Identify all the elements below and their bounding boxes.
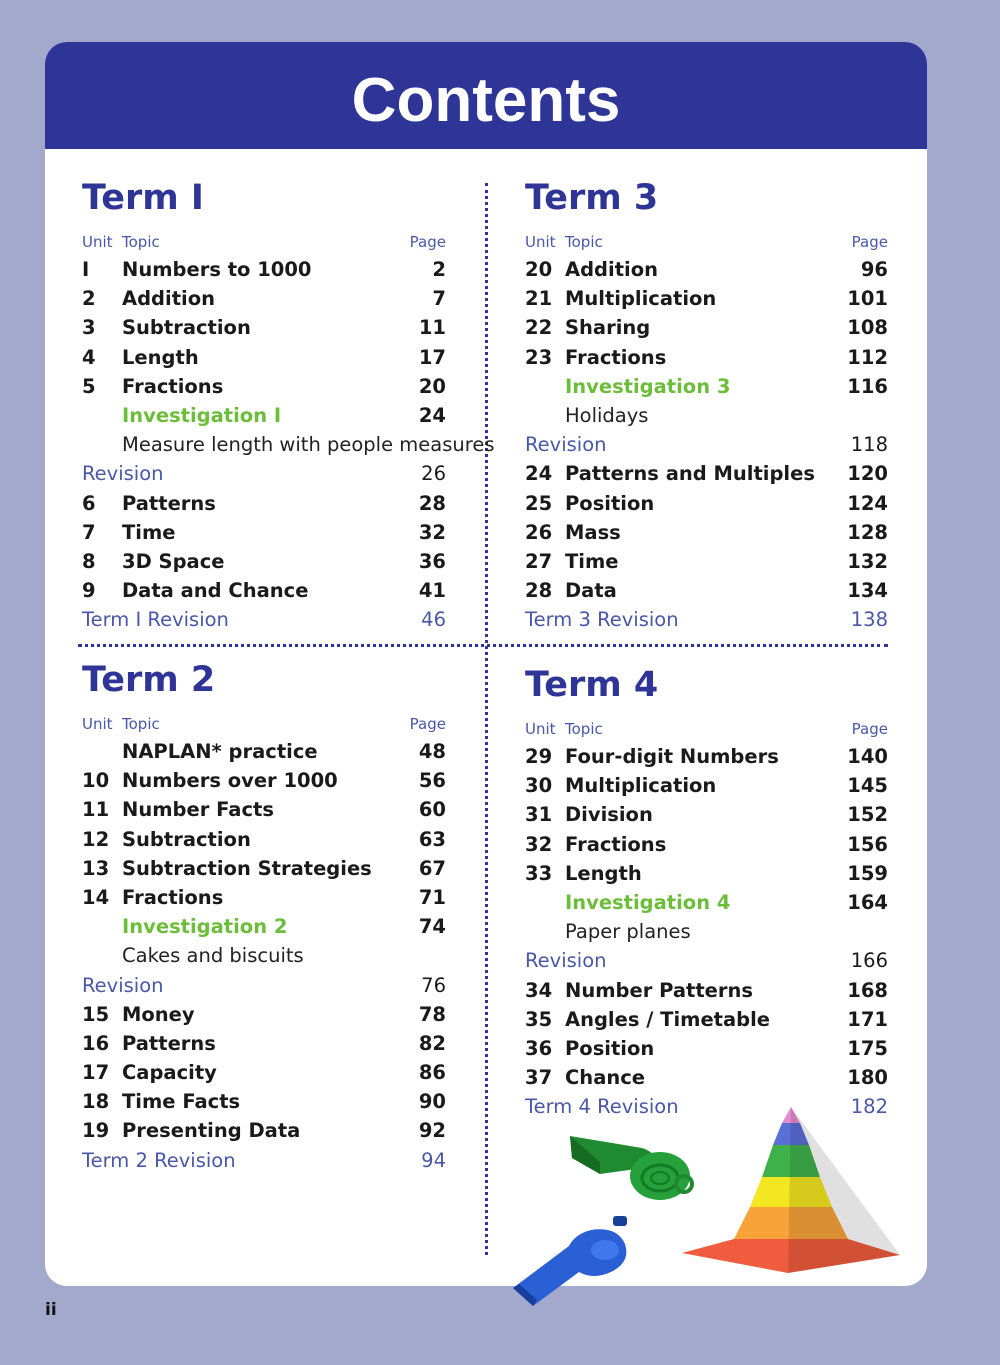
page-ref: 20	[418, 374, 446, 398]
page-header: Page	[409, 233, 446, 251]
column-headers	[82, 715, 446, 737]
page-ref: 56	[418, 769, 446, 793]
unit-number: 9	[82, 579, 96, 603]
unit-number: 21	[525, 287, 553, 311]
page-ref: 63	[418, 827, 446, 851]
unit-number: 4	[82, 345, 96, 369]
toc-row[interactable]	[82, 547, 446, 576]
term-title: Term 4	[525, 665, 659, 705]
unit-number: 6	[82, 491, 96, 515]
unit-number: 8	[82, 549, 96, 573]
topic-header: Topic	[565, 233, 603, 251]
topic-title: Cakes and biscuits	[122, 944, 304, 968]
toc-row[interactable]	[82, 1087, 446, 1116]
unit-number: 15	[82, 1002, 110, 1026]
unit-number: 33	[525, 861, 553, 885]
unit-number: 10	[82, 769, 110, 793]
toc-row[interactable]	[82, 1029, 446, 1058]
page-ref: 118	[850, 433, 888, 457]
column-headers	[525, 720, 888, 742]
toc-row[interactable]	[525, 917, 888, 946]
topic-title: Investigation 4	[565, 890, 731, 914]
unit-number: 26	[525, 520, 553, 544]
column-headers	[82, 233, 446, 255]
topic-title: Number Patterns	[565, 978, 754, 1002]
page-ref: 74	[418, 915, 446, 939]
toc-row[interactable]	[525, 284, 888, 313]
column-headers	[525, 233, 888, 255]
page-ref: 159	[847, 861, 888, 885]
page-ref: 26	[421, 462, 446, 486]
page-ref: 24	[418, 403, 446, 427]
toc-row[interactable]	[82, 518, 446, 547]
page-ref: 94	[421, 1148, 446, 1172]
page-ref: 156	[847, 832, 888, 856]
unit-header: Unit	[525, 720, 556, 738]
topic-title: Holidays	[565, 403, 649, 427]
topic-title: Revision	[82, 973, 164, 997]
term-title: Term I	[82, 178, 204, 218]
topic-title: Fractions	[565, 832, 667, 856]
page-ref: 134	[847, 579, 888, 603]
page-ref: 90	[418, 1090, 446, 1114]
toc-row[interactable]	[525, 946, 888, 975]
topic-title: Data	[565, 579, 617, 603]
page-ref: 96	[860, 258, 888, 281]
unit-number: 37	[525, 1066, 553, 1090]
page-ref: 2	[432, 258, 446, 281]
topic-title: Mass	[565, 520, 621, 544]
toc-row[interactable]	[82, 372, 446, 401]
page-ref: 7	[432, 287, 446, 311]
toc-row[interactable]	[525, 859, 888, 888]
toc-row[interactable]	[525, 742, 888, 771]
topic-title: Fractions	[122, 885, 224, 909]
topic-header: Topic	[565, 720, 603, 738]
unit-number: 16	[82, 1031, 110, 1055]
unit-header: Unit	[82, 233, 113, 251]
toc-row[interactable]	[525, 518, 888, 547]
toc-row[interactable]	[525, 401, 888, 430]
topic-title: Chance	[565, 1066, 646, 1090]
page-ref: 101	[847, 287, 888, 311]
term-1-section	[82, 178, 495, 634]
page-ref: 32	[418, 520, 446, 544]
toc-row[interactable]	[82, 795, 446, 824]
title-banner	[45, 42, 927, 149]
page-ref: 116	[847, 374, 888, 398]
unit-number: 25	[525, 491, 553, 515]
toc-row[interactable]	[525, 430, 888, 459]
topic-title: Investigation 3	[565, 374, 731, 398]
topic-title: Four-digit Numbers	[565, 745, 779, 768]
topic-title: Measure length with people measures	[122, 433, 495, 457]
toc-row[interactable]	[82, 489, 446, 518]
unit-number: 31	[525, 803, 553, 827]
topic-title: Term 2 Revision	[82, 1148, 236, 1172]
page-ref: 17	[418, 345, 446, 369]
toc-row[interactable]	[525, 771, 888, 800]
page-ref: 152	[847, 803, 888, 827]
toc-row[interactable]	[82, 971, 446, 1000]
unit-number: 32	[525, 832, 553, 856]
toc-row[interactable]	[82, 284, 446, 313]
topic-title: Position	[565, 491, 655, 515]
unit-number: I	[82, 258, 90, 281]
page-ref: 138	[850, 608, 888, 632]
topic-title: Revision	[525, 949, 607, 973]
topic-title: Patterns and Multiples	[565, 462, 815, 486]
page-ref: 112	[847, 345, 888, 369]
page-header: Page	[851, 233, 888, 251]
unit-number: 29	[525, 745, 553, 768]
horizontal-divider	[78, 644, 888, 647]
topic-header: Topic	[122, 233, 160, 251]
unit-number: 2	[82, 287, 96, 311]
topic-title: Position	[565, 1036, 655, 1060]
unit-number: 14	[82, 885, 110, 909]
topic-title: Subtraction	[122, 316, 251, 340]
toc-row[interactable]	[82, 401, 446, 430]
topic-title: 3D Space	[122, 549, 225, 573]
topic-title: Fractions	[565, 345, 667, 369]
unit-number: 27	[525, 549, 553, 573]
page-ref: 48	[418, 740, 446, 763]
topic-title: Multiplication	[565, 774, 717, 798]
page-ref: 76	[421, 973, 446, 997]
topic-title: Subtraction Strategies	[122, 856, 372, 880]
topic-title: Patterns	[122, 1031, 216, 1055]
page-ref: 86	[418, 1061, 446, 1085]
toc-row[interactable]	[82, 459, 446, 488]
unit-number: 20	[525, 258, 553, 281]
unit-number: 3	[82, 316, 96, 340]
topic-title: Investigation 2	[122, 915, 288, 939]
page-ref: 36	[418, 549, 446, 573]
topic-title: Investigation I	[122, 403, 282, 427]
page-ref: 168	[847, 978, 888, 1002]
topic-title: Numbers to 1000	[122, 258, 312, 281]
topic-title: Addition	[122, 287, 215, 311]
unit-number: 13	[82, 856, 110, 880]
page-header: Page	[409, 715, 446, 733]
toc-row[interactable]	[82, 430, 495, 459]
page-ref: 132	[847, 549, 888, 573]
unit-number: 22	[525, 316, 553, 340]
page-ref: 11	[418, 316, 446, 340]
topic-title: Addition	[565, 258, 658, 281]
topic-title: Time	[122, 520, 176, 544]
page-ref: 60	[418, 798, 446, 822]
page-number: ii	[45, 1300, 57, 1320]
page-ref: 124	[847, 491, 888, 515]
toc-row[interactable]	[82, 1146, 446, 1175]
topic-title: Numbers over 1000	[122, 769, 338, 793]
topic-title: Time	[565, 549, 619, 573]
toc-row[interactable]	[525, 343, 888, 372]
term-3-section	[525, 178, 888, 634]
toc-row[interactable]	[525, 547, 888, 576]
page-ref: 92	[418, 1119, 446, 1143]
unit-header: Unit	[525, 233, 556, 251]
page-header: Page	[851, 720, 888, 738]
topic-title: Fractions	[122, 374, 224, 398]
vertical-divider	[485, 183, 488, 1255]
page-ref: 182	[850, 1095, 888, 1119]
term-4-section	[525, 665, 888, 1121]
unit-number: 17	[82, 1061, 110, 1085]
page-ref: 78	[418, 1002, 446, 1026]
topic-title: Presenting Data	[122, 1119, 301, 1143]
pyramid-icon	[678, 1105, 904, 1275]
toc-row[interactable]	[82, 883, 446, 912]
toc-row[interactable]	[525, 976, 888, 1005]
topic-title: Angles / Timetable	[565, 1007, 771, 1031]
toc-row[interactable]	[82, 854, 446, 883]
unit-header: Unit	[82, 715, 113, 733]
page-ref: 175	[847, 1036, 888, 1060]
toc-row[interactable]	[82, 912, 446, 941]
toc-row[interactable]	[525, 888, 888, 917]
page-ref: 171	[847, 1007, 888, 1031]
toc-row[interactable]	[525, 372, 888, 401]
topic-title: Time Facts	[122, 1090, 241, 1114]
page-title: Contents	[351, 66, 621, 135]
topic-title: Division	[565, 803, 653, 827]
toc-row[interactable]	[82, 1000, 446, 1029]
unit-number: 19	[82, 1119, 110, 1143]
toc-row[interactable]	[82, 766, 446, 795]
unit-number: 28	[525, 579, 553, 603]
toc-row[interactable]	[525, 255, 888, 284]
page-ref: 180	[847, 1066, 888, 1090]
topic-title: Sharing	[565, 316, 651, 340]
unit-number: 36	[525, 1036, 553, 1060]
toc-row[interactable]	[525, 830, 888, 859]
toc-row[interactable]	[525, 800, 888, 829]
topic-title: NAPLAN* practice	[122, 740, 318, 763]
toc-row[interactable]	[525, 1034, 888, 1063]
unit-number: 35	[525, 1007, 553, 1031]
toc-row[interactable]	[525, 489, 888, 518]
topic-title: Revision	[525, 433, 607, 457]
term-2-section	[82, 660, 446, 1175]
unit-number: 11	[82, 798, 110, 822]
page-ref: 128	[847, 520, 888, 544]
page-ref: 41	[418, 579, 446, 603]
blue-whistle-icon	[505, 1210, 635, 1310]
term-title: Term 2	[82, 660, 216, 700]
toc-row[interactable]	[525, 605, 888, 634]
unit-number: 18	[82, 1090, 110, 1114]
topic-title: Length	[122, 345, 199, 369]
toc-row[interactable]	[82, 1058, 446, 1087]
page-ref: 82	[418, 1031, 446, 1055]
topic-title: Subtraction	[122, 827, 251, 851]
page-ref: 145	[847, 774, 888, 798]
topic-title: Term 4 Revision	[525, 1095, 679, 1119]
page-ref: 120	[847, 462, 888, 486]
page-ref: 67	[418, 856, 446, 880]
unit-number: 23	[525, 345, 553, 369]
unit-number: 5	[82, 374, 96, 398]
topic-title: Length	[565, 861, 642, 885]
toc-row[interactable]	[82, 1116, 446, 1145]
toc-row[interactable]	[82, 576, 446, 605]
topic-title: Money	[122, 1002, 195, 1026]
toc-row[interactable]	[525, 459, 888, 488]
page-ref: 28	[418, 491, 446, 515]
page-ref: 140	[847, 745, 888, 768]
unit-number: 24	[525, 462, 553, 486]
toc-row[interactable]	[82, 737, 446, 766]
page-ref: 164	[847, 890, 888, 914]
topic-title: Revision	[82, 462, 164, 486]
topic-title: Data and Chance	[122, 579, 309, 603]
topic-title: Multiplication	[565, 287, 717, 311]
topic-header: Topic	[122, 715, 160, 733]
page-ref: 71	[418, 885, 446, 909]
unit-number: 30	[525, 774, 553, 798]
toc-row[interactable]	[82, 313, 446, 342]
page-ref: 46	[421, 608, 446, 632]
page-ref: 108	[847, 316, 888, 340]
toc-row[interactable]	[82, 605, 446, 634]
toc-row[interactable]	[525, 1005, 888, 1034]
unit-number: 7	[82, 520, 96, 544]
unit-number: 34	[525, 978, 553, 1002]
toc-row[interactable]	[525, 1063, 888, 1092]
toc-row[interactable]	[525, 576, 888, 605]
topic-title: Number Facts	[122, 798, 274, 822]
toc-row[interactable]	[82, 255, 446, 284]
toc-row[interactable]	[82, 825, 446, 854]
toc-row[interactable]	[525, 313, 888, 342]
toc-row[interactable]	[82, 343, 446, 372]
page-ref: 166	[850, 949, 888, 973]
toc-row[interactable]	[82, 941, 446, 970]
topic-title: Patterns	[122, 491, 216, 515]
topic-title: Paper planes	[565, 920, 691, 944]
term-title: Term 3	[525, 178, 659, 218]
unit-number: 12	[82, 827, 110, 851]
topic-title: Capacity	[122, 1061, 217, 1085]
topic-title: Term 3 Revision	[525, 608, 679, 632]
topic-title: Term I Revision	[82, 608, 229, 632]
